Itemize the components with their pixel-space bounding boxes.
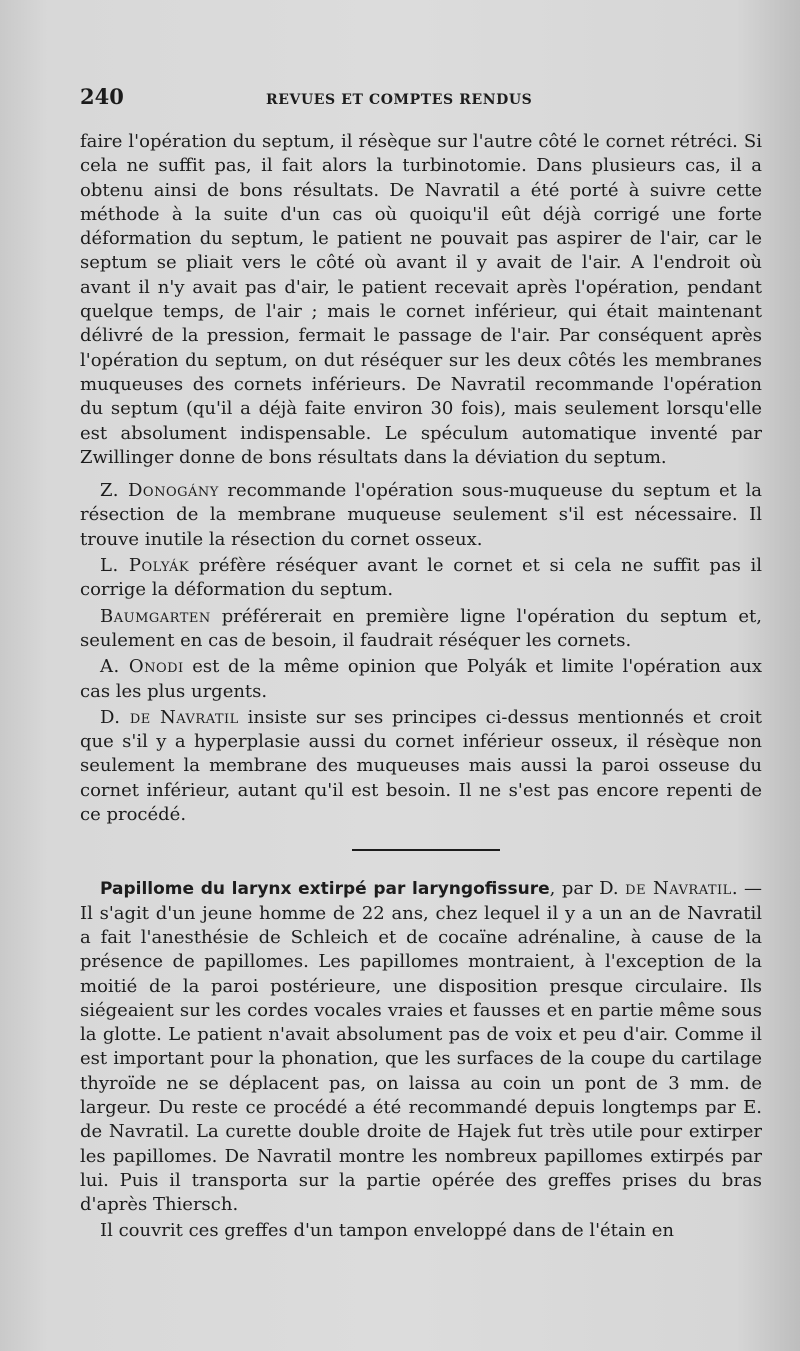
paragraph-baumgarten xyxy=(80,605,762,654)
article-author: de Navratil xyxy=(625,878,732,900)
paragraph-text: préférerait en première ligne l'opération du septum et, seulement en cas de besoin, il faudrait réséquer les cornets. xyxy=(80,605,762,651)
article-byline-prefix: , par D. xyxy=(549,878,626,900)
speaker-name: D. de Navratil xyxy=(100,706,239,728)
paragraph-continuation: Il couvrit ces greffes d'un tampon enveloppé dans de l'étain en xyxy=(100,1220,674,1242)
speaker-name: Baumgarten xyxy=(100,605,211,627)
section-divider xyxy=(352,849,500,851)
article-title: Papillome du larynx extirpé par laryngofissure xyxy=(100,879,550,900)
speaker-name: L. Polyák xyxy=(100,555,190,577)
paragraph-text: insiste sur ses principes ci-dessus mentionnés et croit que s'il y a hyperplasie aussi du cornet inférieur osseux, il résèque non seulement la membrane des muqueuses mais aussi la paroi osseuse du cornet inférieur, autant qu'il est besoin. Il ne s'est pas encore repenti de ce procédé. xyxy=(80,706,762,826)
paragraph-text: préfère réséquer avant le cornet et si cela ne suffit pas il corrige la déformation du septum. xyxy=(80,555,763,601)
paragraph-polyak xyxy=(80,554,762,603)
article-papillome xyxy=(80,877,762,1217)
page-number: 240 xyxy=(80,84,124,109)
article-text: . — Il s'agit d'un jeune homme de 22 ans, chez lequel il y a un an de Navratil a fait l'anesthésie de Schleich et de cocaïne adrénaline, à cause de la présence de papillomes. Les papillomes montraient, à l'exception de la moitié de la paroi postérieure, une disposition presque circulaire. Ils siégeaient sur les cordes vocales vraies et fausses et en partie même sous la glotte. Le patient n'avait absolument pas de voix et peu d'air. Comme il est important pour la phonation, que les surfaces de la coupe du cartilage thyroïde ne se déplacent pas, on laissa au coin un pont de 3 mm. de largeur. Du reste ce procédé a été recommandé depuis longtemps par E. de Navratil. La curette double droite de Hajek fut très utile pour extirper les papillomes. De Navratil montre les nombreux papillomes extirpés par lui. Puis il transporta sur la partie opérée des greffes prises du bras d'après Thiersch. xyxy=(80,878,763,1216)
paragraph-onodi xyxy=(80,655,762,704)
paragraph-text: recommande l'opération sous-muqueuse du septum et la résection de la membrane muqueuse seulement s'il est nécessaire. Il trouve inutile la résection du cornet osseux. xyxy=(80,480,762,550)
paragraph-donogany xyxy=(80,479,762,552)
paragraph-septum-operation: faire l'opération du septum, il résèque sur l'autre côté le cornet rétréci. Si cela ne suffit pas, il fait alors la turbinotomie. Dans plusieurs cas, il a obtenu ainsi de bons résultats. De Navratil a été porté à suivre cette méthode à la suite d'un cas où quoiqu'il eût déjà corrigé une forte déformation du septum, le patient ne pouvait pas aspirer de l'air, car le septum se pliait vers le côté où avant il y avait de l'air. A l'endroit où avant il n'y avait pas d'air, le patient recevait après l'opération, pendant quelque temps, de l'air ; mais le cornet inférieur, qui était maintenant délivré de la pression, fermait le passage de l'air. Par conséquent après l'opération du septum, on dut réséquer sur les deux côtés les membranes muqueuses des cornets inférieurs. De Navratil recommande l'opération du septum (qu'il a déjà faite environ 30 fois), mais seulement lorsqu'elle est absolument indispensable. Le spéculum automatique inventé par Zwillinger donne de bons résultats dans la déviation du septum. xyxy=(80,131,762,468)
paragraph-text: est de la même opinion que Polyák et limite l'opération aux cas les plus urgents. xyxy=(80,656,762,702)
body-text xyxy=(80,130,762,1244)
page-header xyxy=(80,84,762,120)
speaker-name: A. Onodi xyxy=(100,656,184,678)
speaker-name: Z. Donogány xyxy=(100,480,219,502)
paragraph-navratil xyxy=(80,706,762,827)
running-head: REVUES ET COMPTES RENDUS xyxy=(266,92,533,108)
